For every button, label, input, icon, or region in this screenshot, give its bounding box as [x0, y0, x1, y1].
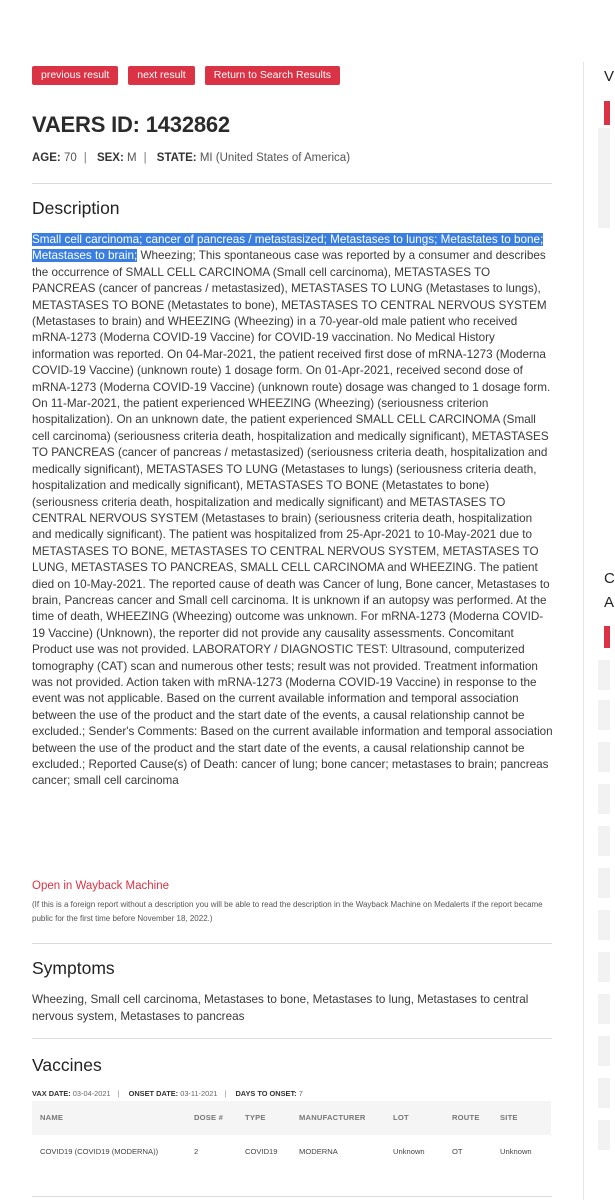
cell-name: COVID19 (COVID19 (MODERNA)) [40, 1147, 159, 1156]
sidebar-divider [583, 62, 584, 1200]
sidebar-heading-partial: A [604, 594, 615, 611]
column-header-name: NAME [40, 1113, 64, 1122]
cell-manufacturer: MODERNA [299, 1147, 338, 1156]
sidebar-item[interactable] [598, 742, 610, 772]
sidebar-item[interactable] [598, 1078, 610, 1108]
onset-date-label: ONSET DATE: [128, 1089, 179, 1098]
meta-separator: | [143, 152, 147, 164]
age-value: 70 [63, 152, 77, 164]
column-header-lot: LOT [393, 1113, 409, 1122]
wayback-note: (If this is a foreign report without a description you will be able to read the description in the Wayback Machine on Medalerts if the report became public for the first time before November 18, 2022.) [32, 900, 543, 923]
sidebar-item[interactable] [598, 1120, 610, 1150]
sidebar-item[interactable] [598, 1036, 610, 1066]
divider [32, 943, 552, 944]
sidebar-item[interactable] [598, 660, 610, 690]
sidebar-accent-bar [604, 101, 610, 125]
table-row [32, 1136, 551, 1170]
vaccines-heading: Vaccines [32, 1055, 102, 1075]
divider [32, 1196, 552, 1197]
meta-separator: | [83, 152, 87, 164]
state-value: MI (United States of America) [199, 152, 351, 164]
sex-value: M [127, 152, 137, 164]
sex-label: SEX: [96, 152, 124, 164]
description-body: Wheezing; This spontaneous case was reported by a consumer and describes the occurrence of SMALL CELL CARCINOMA (Small cell carcinoma), METASTASES TO PANCREAS (cancer of pancreas / metastasized), METASTASES TO LUNG (Metastases to lungs), METASTASES TO BONE (Metastates to bone), METASTASES TO CENTRAL NERVOUS SYSTEM (Metastases to brain) and WHEEZING (Wheezing) in a 70-year-old male patient who received mRNA-1273 (Moderna COVID-19 Vaccine) for COVID-19 vaccination. No Medical History information was reported. On 04-Mar-2021, the patient received first dose of mRNA-1273 (Moderna COVID-19 Vaccine) (unknown route) 1 dosage form. On 01-Apr-2021, received second dose of mRNA-1273 (Moderna COVID-19 Vaccine) (unknown route) dosage was changed to 1 dosage form. On 11-Mar-2021, the patient experienced WHEEZING (Wheezing) (seriousness criterion hospitalization). On an unknown date, the patient experienced SMALL CELL CARCINOMA (Small cell carcinoma) (seriousness criteria death, hospitalization and medically significant), METASTASES TO PANCREAS (cancer of pancreas / metastasized) (seriousness criteria death, hospitalization and medically significant), METASTASES TO LUNG (Metastases to lungs) (seriousness criteria death, hospitalization and medically significant), METASTASES TO BONE (Metastates to bone) (seriousness criteria death, hospitalization and medically significant) and METASTASES TO CENTRAL NERVOUS SYSTEM (Metastases to brain) (seriousness criteria death, hospitalization and medically significant). The patient was hospitalized from 25-Apr-2021 to 10-May-2021 due to METASTASES TO BONE, METASTASES TO CENTRAL NERVOUS SYSTEM, METASTASES TO LUNG, METASTASES TO PANCREAS, SMALL CELL CARCINOMA and WHEEZING. The patient died on 10-May-2021. The reported cause of death was Cancer of lung, Bone cancer, Metastases to brain, Pancreas cancer and Small cell carcinoma. It is unknown if an autopsy was performed. At the time of death, WHEEZING (Wheezing) outcome was unknown. For mRNA-1273 (Moderna COVID-19 Vaccine) (Unknown), the reporter did not provide any causality assessments. Concomitant Product use was not provided. LABORATORY / DIAGNOSTIC TEST: Ultrasound, computerized tomography (CAT) scan and numerous other tests; result was not provided. Treatment information was not provided. Action taken with mRNA-1273 (Moderna COVID-19 Vaccine) in response to the event was not applicable. Based on the current available information and temporal association between the use of the product and the start date of the events, a causal relationship cannot be excluded.; Sender's Comments: Based on the current available information and temporal association between the use of the product and the start date of the events, a causal relationship cannot be excluded.; Reported Cause(s) of Death: cancer of lung; bone cancer; metastases to brain; pancreas cancer; small cell carcinoma [32, 249, 553, 788]
description-text[interactable] [32, 232, 554, 790]
cell-lot: Unknown [393, 1147, 425, 1156]
sidebar-heading-partial: V [604, 68, 615, 85]
vax-date-value: 03-04-2021 [72, 1089, 111, 1098]
sidebar-item[interactable] [598, 952, 610, 982]
sidebar-accent-bar [604, 626, 610, 648]
symptoms-text: Wheezing, Small cell carcinoma, Metastases to bone, Metastases to lung, Metastases to central nervous system, Metastases to pancreas [32, 993, 529, 1023]
age-label: AGE: [32, 152, 61, 164]
cell-site: Unknown [500, 1147, 532, 1156]
cell-type: COVID19 [245, 1147, 278, 1156]
cell-dose: 2 [194, 1147, 199, 1156]
divider [32, 183, 552, 184]
page-title: VAERS ID: 1432862 [32, 112, 230, 137]
sidebar-item[interactable] [598, 910, 610, 940]
column-header-manufacturer: MANUFACTURER [299, 1113, 366, 1122]
cell-route: OT [452, 1147, 463, 1156]
wayback-machine-link[interactable]: Open in Wayback Machine [32, 880, 170, 892]
sidebar-item[interactable] [598, 994, 610, 1024]
vaccine-table-header [32, 1101, 551, 1135]
days-to-onset-value: 7 [298, 1089, 303, 1098]
state-label: STATE: [156, 152, 197, 164]
column-header-dose: DOSE # [194, 1113, 224, 1122]
patient-meta [32, 152, 350, 164]
selected-text[interactable]: Small cell carcinoma; cancer of pancreas / metastasized; Metastases to lungs; Metastates to bone; Metastases to brain; [32, 233, 544, 263]
meta-separator: | [224, 1089, 227, 1098]
sidebar-panel [598, 128, 610, 228]
sidebar-item[interactable] [598, 700, 610, 730]
vaccine-meta [32, 1089, 303, 1098]
return-to-search-button[interactable]: Return to Search Results [205, 66, 340, 85]
previous-result-button[interactable]: previous result [32, 66, 118, 85]
column-header-site: SITE [500, 1113, 518, 1122]
sidebar-item[interactable] [598, 826, 610, 856]
next-result-button[interactable]: next result [128, 66, 194, 85]
sidebar-heading-partial: C [604, 570, 615, 587]
sidebar-item[interactable] [598, 868, 610, 898]
symptoms-heading: Symptoms [32, 958, 115, 978]
meta-separator: | [117, 1089, 120, 1098]
column-header-route: ROUTE [452, 1113, 480, 1122]
days-to-onset-label: DAYS TO ONSET: [235, 1089, 297, 1098]
result-navigation [32, 66, 340, 85]
sidebar-item[interactable] [598, 784, 610, 814]
vax-date-label: VAX DATE: [32, 1089, 71, 1098]
description-heading: Description [32, 198, 120, 218]
onset-date-value: 03-11-2021 [180, 1089, 218, 1098]
divider [32, 1038, 552, 1039]
column-header-type: TYPE [245, 1113, 266, 1122]
